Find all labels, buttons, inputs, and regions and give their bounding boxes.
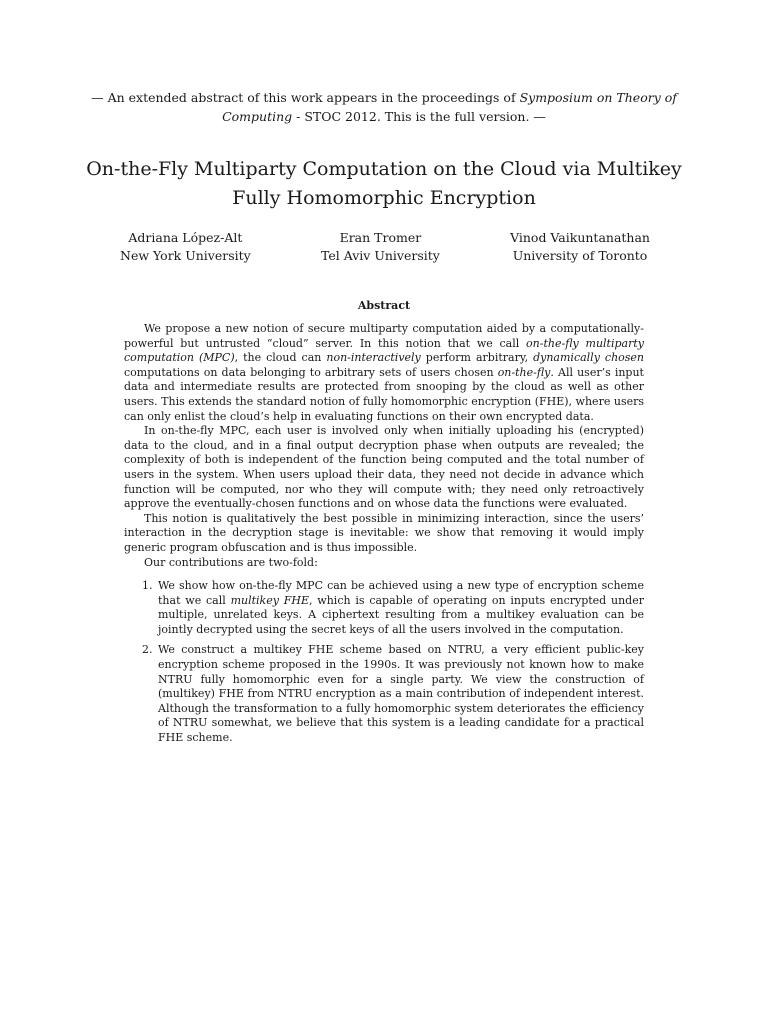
abstract-paragraph: This notion is qualitatively the best possible in minimizing interaction, since the users’ interaction in the decryption stage is inevitable: we show that removing it would imply generic program obfuscation and is thus impossible. (124, 511, 644, 554)
publication-note-suffix: - STOC 2012. This is the full version. — (292, 109, 546, 124)
author-affiliation: University of Toronto (512, 248, 648, 263)
contribution-item: 1. We show how on-the-fly MPC can be achieved using a new type of encryption scheme that we call multikey FHE, which is capable of operating on inputs encrypted under multiple, unrelated keys. A ciphertext resulting from a multikey evaluation can be jointly decrypted using the secret keys of all the users involved in the computation. (156, 579, 644, 637)
abstract-paragraph: We propose a new notion of secure multiparty computation aided by a computationally-powerful but untrusted “cloud” server. In this notion that we call on-the-fly multiparty computation (MPC), the cloud can non-interactively perform arbitrary, dynamically chosen computations on data belonging to arbitrary sets of users chosen on-the-fly. All user’s input data and intermediate results are protected from snooping by the cloud as well as other users. This extends the standard notion of fully homomorphic encryption (FHE), where users can only enlist the cloud’s help in evaluating functions on their own encrypted data. (124, 322, 645, 423)
paper-title: On-the-Fly Multiparty Computation on the Cloud via Multikey Fully Homomorphic Encryption (86, 158, 682, 209)
abstract-paragraph: In on-the-fly MPC, each user is involved only when initially uploading his (encrypted) data to the cloud, and in a final output decryption phase when outputs are revealed; the complexity of both is independent of the function being computed and the total number of users in the system. When users upload their data, they need not decide in advance which function will be computed, nor who they will compute with; they need only retroactively approve the eventually-chosen functions and on whose data the functions were evaluated. (124, 424, 644, 511)
abstract-heading: Abstract (357, 299, 411, 312)
author-list (120, 229, 650, 265)
author-name: Eran Tromer (339, 230, 422, 245)
author (120, 229, 251, 265)
abstract-paragraph: Our contributions are two-fold: (144, 555, 318, 569)
publication-note-prefix: — An extended abstract of this work appears in the proceedings of (91, 90, 520, 105)
author (321, 229, 440, 265)
author-name: Adriana López-Alt (128, 230, 243, 245)
author-name: Vinod Vaikuntanathan (510, 230, 650, 245)
contribution-item: 2. We construct a multikey FHE scheme based on NTRU, a very efficient public-key encryption scheme proposed in the 1990s. It was previously not known how to make NTRU fully homomorphic even for a single party. We view the construction of (multikey) FHE from NTRU encryption as a main contribution of independent interest. Although the transformation to a fully homomorphic system deteriorates the efficiency of NTRU somewhat, we believe that this system is a leading candidate for a practical FHE scheme. (156, 643, 644, 745)
author (510, 229, 650, 265)
publication-note (80, 88, 688, 126)
author-affiliation: Tel Aviv University (320, 248, 440, 263)
abstract-body (124, 322, 644, 752)
publication-venue: Symposium on Theory of Computing (222, 90, 677, 124)
contributions-list (124, 579, 644, 746)
author-affiliation: New York University (120, 248, 251, 263)
